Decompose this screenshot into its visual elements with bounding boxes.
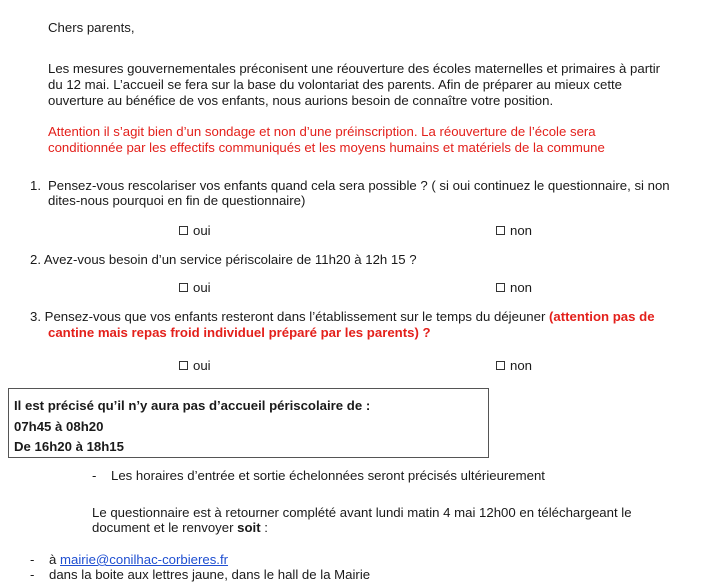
checkbox-icon[interactable] <box>179 361 188 370</box>
q3-yes-label: oui <box>193 358 211 373</box>
q2-option-no[interactable] <box>496 279 532 296</box>
bullet-dash: - <box>30 567 35 582</box>
q3-no-label: non <box>510 358 533 373</box>
q3-warning-start: (attention pas de <box>549 309 655 324</box>
q1-line-1: Pensez-vous rescolariser vos enfants quand cela sera possible ? ( si oui continuez le questionnaire, si non <box>48 178 670 193</box>
q1-yes-label: oui <box>193 223 211 238</box>
return-line-2: document et le renvoyer soit : <box>92 520 268 535</box>
email-link[interactable]: mairie@conilhac-corbieres.fr <box>60 552 229 567</box>
q2-yes-label: oui <box>193 280 211 295</box>
bullet-dash: - <box>92 468 97 483</box>
email-prefix: à <box>49 552 60 567</box>
q2-option-yes[interactable] <box>179 279 211 296</box>
mailbox-item: dans la boite aux lettres jaune, dans le hall de la Mairie <box>49 567 371 582</box>
intro-line-1: Les mesures gouvernementales préconisent une réouverture des écoles maternelles et primaires à partir <box>48 61 661 76</box>
q2-text: 2. Avez-vous besoin d’un service périscolaire de 11h20 à 12h 15 ? <box>30 252 417 267</box>
warning-line-2: conditionnée par les effectifs communiqués et les moyens humains et matériels de la commune <box>48 140 605 155</box>
salutation: Chers parents, <box>48 20 135 35</box>
q3-option-no[interactable] <box>496 357 532 374</box>
q3-text: 3. Pensez-vous que vos enfants resteront dans l’établissement sur le temps du déjeuner <box>30 309 550 324</box>
checkbox-icon[interactable] <box>179 226 188 235</box>
q3-line-2: cantine mais repas froid individuel préparé par les parents) ? <box>48 325 431 340</box>
return-emphasis: soit <box>237 520 261 535</box>
notice-line-1: Il est précisé qu’il n’y aura pas d’accueil périscolaire de : <box>14 398 371 413</box>
return-line-1: Le questionnaire est à retourner complété avant lundi matin 4 mai 12h00 en téléchargeant le <box>92 505 632 520</box>
intro-line-3: ouverture au bénéfice de vos enfants, nous aurions besoin de connaître votre position. <box>48 93 554 108</box>
warning-line-1: Attention il s’agit bien d’un sondage et non d’une préinscription. La réouverture de l’école sera <box>48 124 596 139</box>
q1-number: 1. <box>30 178 41 193</box>
intro-line-2: du 12 mai. L’accueil se fera sur la base du volontariat des parents. Afin de préparer au mieux cette <box>48 77 622 92</box>
q2-no-label: non <box>510 280 533 295</box>
q1-option-no[interactable] <box>496 222 532 239</box>
q1-line-2: dites-nous pourquoi en fin de questionnaire) <box>48 193 306 208</box>
bullet-dash: - <box>30 552 35 567</box>
q3-option-yes[interactable] <box>179 357 211 374</box>
checkbox-icon[interactable] <box>179 283 188 292</box>
notice-line-2: 07h45 à 08h20 <box>14 419 104 434</box>
q3-line-1 <box>30 308 655 325</box>
checkbox-icon[interactable] <box>496 361 505 370</box>
q1-option-yes[interactable] <box>179 222 211 239</box>
schedule-note: Les horaires d’entrée et sortie échelonnées seront précisés ultérieurement <box>111 468 545 483</box>
checkbox-icon[interactable] <box>496 283 505 292</box>
periscolaire-notice-box <box>8 388 489 458</box>
checkbox-icon[interactable] <box>496 226 505 235</box>
notice-line-3: De 16h20 à 18h15 <box>14 439 124 454</box>
q1-no-label: non <box>510 223 533 238</box>
